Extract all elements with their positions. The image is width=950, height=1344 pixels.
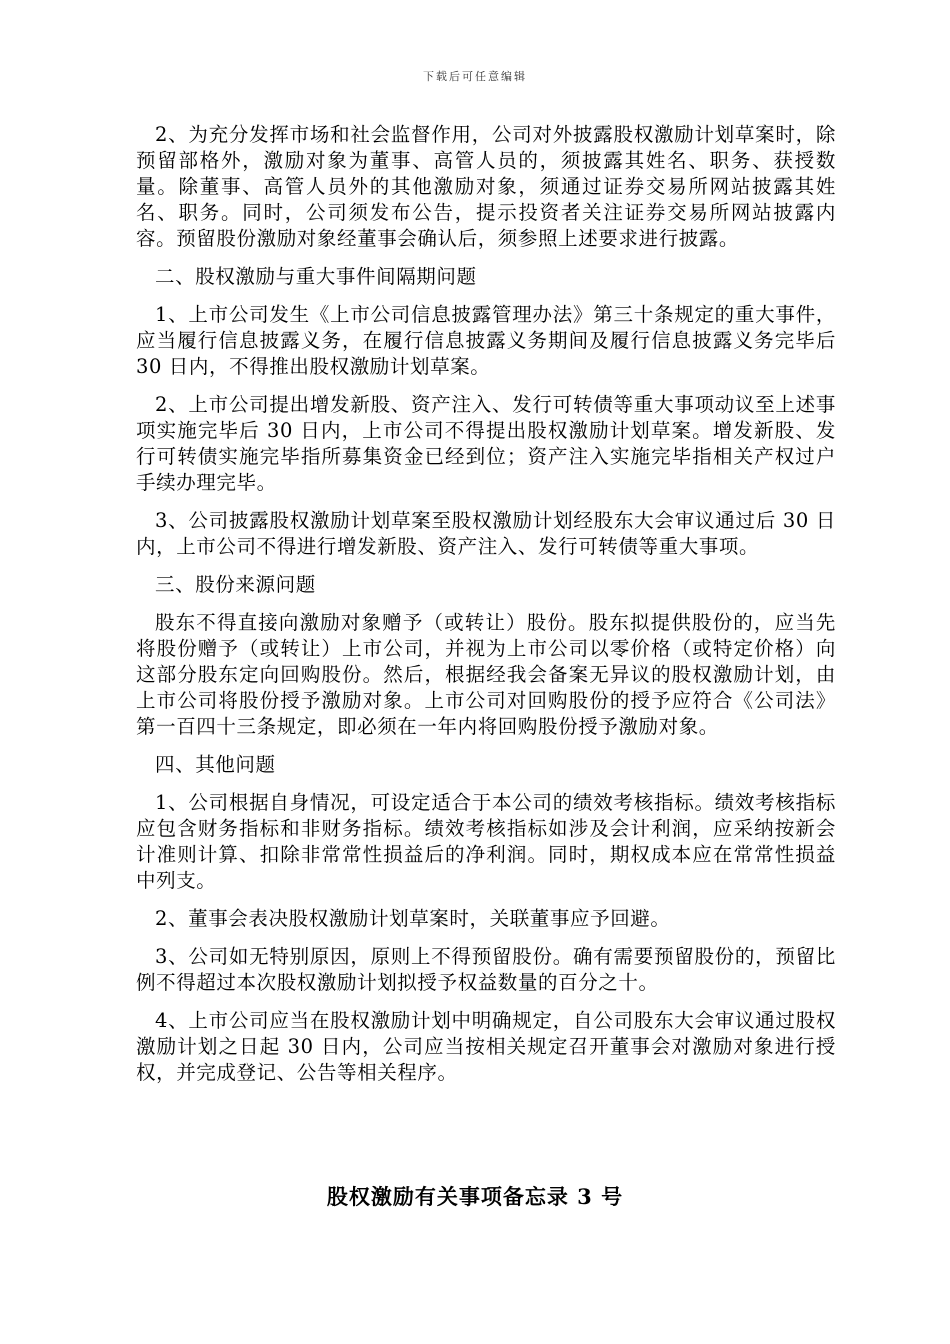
paragraph-other-4: 4、上市公司应当在股权激励计划中明确规定，自公司股东大会审议通过股权激励计划之日起 30 日内，公司应当按相关规定召开董事会对激励对象进行授权，并完成登记、公告等相关程序。	[136, 1009, 836, 1084]
paragraph-other-3: 3、公司如无特别原因，原则上不得预留股份。确有需要预留股份的，预留比例不得超过本次股权激励计划拟授予权益数量的百分之十。	[136, 945, 836, 994]
paragraph-share-source: 股东不得直接向激励对象赠予（或转让）股份。股东拟提供股份的，应当先将股份赠予（或转让）上市公司，并视为上市公司以零价格（或特定价格）向这部分股东定向回购股份。然后，根据经我会备案无异议的股权激励计划，由上市公司将股份授予激励对象。上市公司对回购股份的授予应符合《公司法》第一百四十三条规定，即必须在一年内将回购股份授予激励对象。	[136, 611, 836, 738]
paragraph-interval-2: 2、上市公司提出增发新股、资产注入、发行可转债等重大事项动议至上述事项实施完毕后 30 日内，上市公司不得提出股权激励计划草案。增发新股、发行可转债实施完毕指所募集资金已经到位；资产注入实施完毕指相关产权过户手续办理完毕。	[136, 393, 836, 494]
memo-title: 股权激励有关事项备忘录 3 号	[326, 1184, 624, 1209]
document-body	[136, 122, 836, 1098]
paragraph-interval-1: 1、上市公司发生《上市公司信息披露管理办法》第三十条规定的重大事件，应当履行信息披露义务，在履行信息披露义务期间及履行信息披露义务完毕后 30 日内，不得推出股权激励计划草案。	[136, 303, 836, 378]
paragraph-other-2: 2、董事会表决股权激励计划草案时，关联董事应予回避。	[155, 907, 671, 930]
section-heading-share-source: 三、股份来源问题	[155, 573, 316, 596]
section-heading-other: 四、其他问题	[155, 753, 276, 776]
page-header: 下载后可任意编辑	[423, 70, 527, 83]
paragraph-interval-3: 3、公司披露股权激励计划草案至股权激励计划经股东大会审议通过后 30 日内，上市公司不得进行增发新股、资产注入、发行可转债等重大事项。	[136, 509, 836, 558]
paragraph-other-1: 1、公司根据自身情况，可设定适合于本公司的绩效考核指标。绩效考核指标应包含财务指标和非财务指标。绩效考核指标如涉及会计利润，应采纳按新会计准则计算、扣除非常常性损益后的净利润。同时，期权成本应在常常性损益中列支。	[136, 791, 836, 892]
section-heading-interval: 二、股权激励与重大事件间隔期问题	[155, 265, 477, 288]
paragraph-disclosure-requirement: 2、为充分发挥市场和社会监督作用，公司对外披露股权激励计划草案时，除预留部格外，激励对象为董事、高管人员的，须披露其姓名、职务、获授数量。除董事、高管人员外的其他激励对象，须通过证券交易所网站披露其姓名、职务。同时，公司须发布公告，提示投资者关注证券交易所网站披露内容。预留股份激励对象经董事会确认后，须参照上述要求进行披露。	[136, 123, 836, 250]
